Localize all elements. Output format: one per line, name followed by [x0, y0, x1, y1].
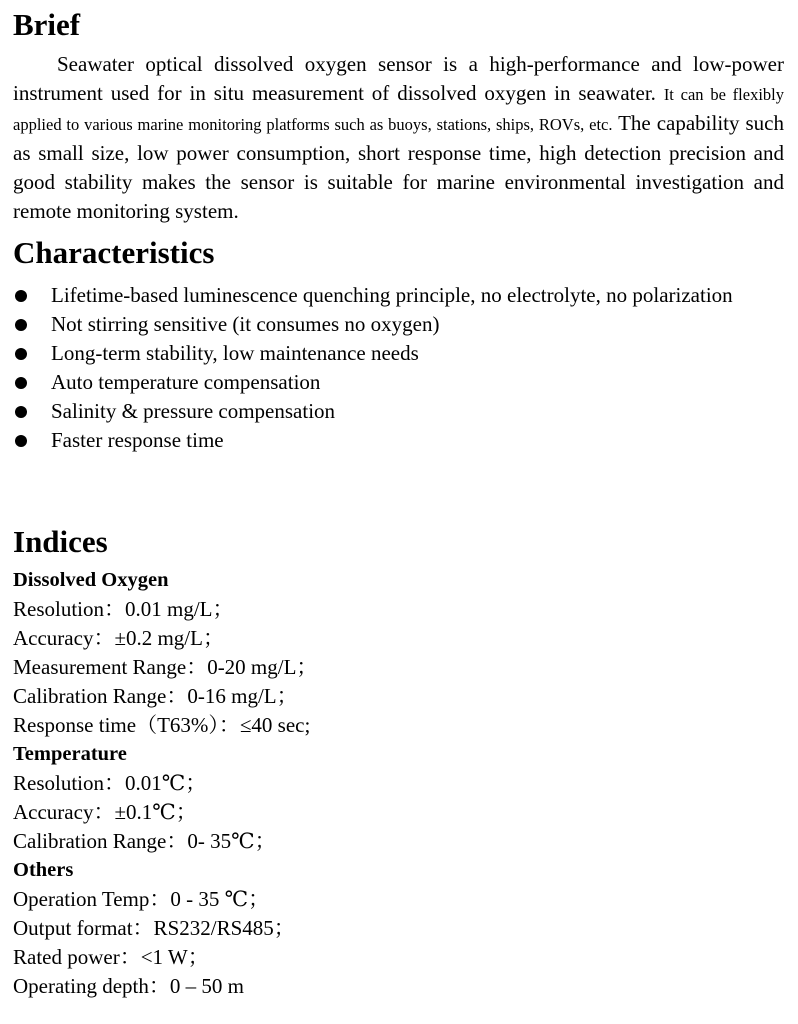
document-page: [13, 0, 784, 1001]
bullet-icon: [15, 319, 27, 331]
bullet-icon: [15, 406, 27, 418]
spec-line: Response time（T63%）：≤40 sec;: [13, 713, 311, 737]
spec-line: Resolution：0.01 mg/L；: [13, 597, 234, 621]
spec-line: Accuracy：±0.1℃；: [13, 800, 197, 824]
spec-line: Calibration Range：0-16 mg/L；: [13, 684, 298, 708]
spec-line: Measurement Range：0-20 mg/L；: [13, 655, 318, 679]
bullet-icon: [15, 290, 27, 302]
characteristic-item: Faster response time: [13, 426, 784, 455]
dissolved-oxygen-title: Dissolved Oxygen: [13, 569, 169, 591]
brief-text-small: It can be flexibly applied to various marine monitoring platforms such as buoys, stations, ships, ROVs, etc.: [13, 85, 784, 134]
spec-line: Resolution：0.01℃；: [13, 771, 207, 795]
indices-heading: Indices: [13, 524, 108, 559]
characteristics-list: [13, 281, 784, 455]
bullet-icon: [15, 377, 27, 389]
characteristic-item: Not stirring sensitive (it consumes no oxygen): [13, 310, 784, 339]
temperature-title: Temperature: [13, 743, 127, 765]
spec-line: Operating depth：0 – 50 m: [13, 974, 244, 998]
characteristic-item: Lifetime-based luminescence quenching principle, no electrolyte, no polarization: [13, 281, 784, 310]
brief-paragraph: [13, 50, 784, 226]
bullet-icon: [15, 435, 27, 447]
spec-line: Accuracy：±0.2 mg/L；: [13, 626, 224, 650]
spec-line: Rated power：<1 W；: [13, 945, 209, 969]
bullet-icon: [15, 348, 27, 360]
brief-text-tail: The capability such as small size, low power consumption, short response time, high detection precision and good stability makes the sensor is suitable for marine environmental investigation and remote monitoring system.: [13, 111, 784, 223]
spec-line: Operation Temp：0 - 35 ℃；: [13, 887, 270, 911]
characteristic-item: Auto temperature compensation: [13, 368, 784, 397]
others-title: Others: [13, 859, 74, 881]
characteristic-item: Salinity & pressure compensation: [13, 397, 784, 426]
indices-section: [13, 566, 784, 1001]
spec-line: Calibration Range：0- 35℃；: [13, 829, 276, 853]
characteristic-item: Long-term stability, low maintenance needs: [13, 339, 784, 368]
brief-heading: Brief: [13, 7, 81, 42]
brief-text-main: Seawater optical dissolved oxygen sensor is a high-performance and low-power instrument used for in situ measurement of dissolved oxygen in seawater.: [13, 52, 784, 105]
characteristics-heading: Characteristics: [13, 235, 215, 270]
spec-line: Output format：RS232/RS485；: [13, 916, 295, 940]
